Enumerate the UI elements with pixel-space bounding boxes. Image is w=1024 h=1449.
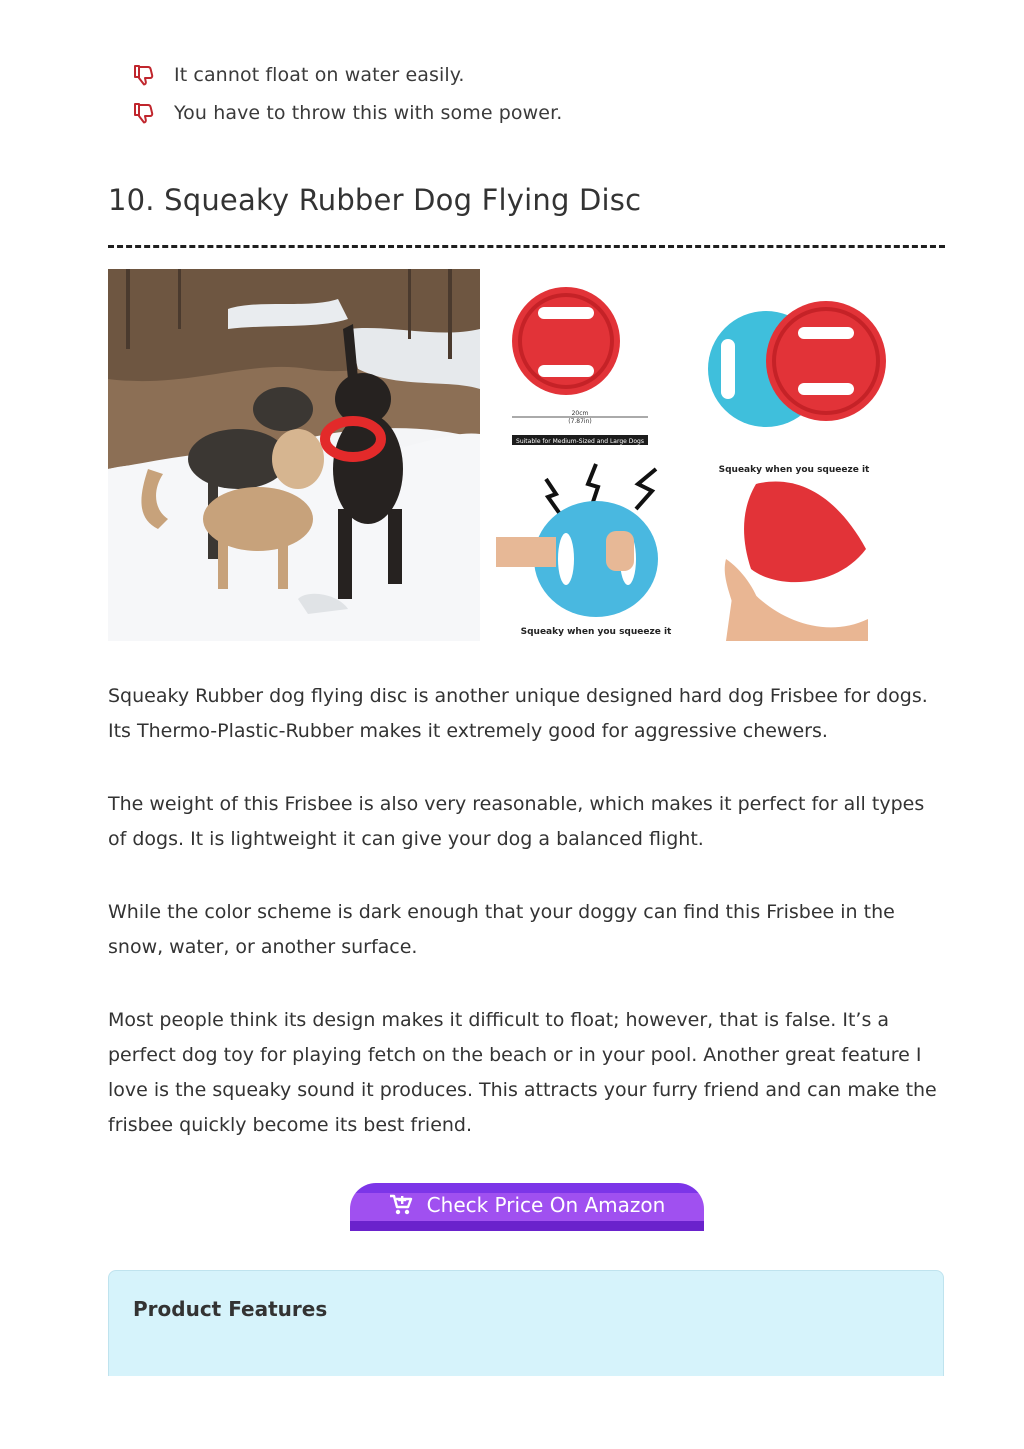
squeeze-label-bottom: Squeaky when you squeeze it xyxy=(520,627,672,637)
page-bottom-margin xyxy=(0,1376,1024,1449)
dogs-playing-photo xyxy=(108,269,480,641)
product-features-title: Product Features xyxy=(133,1297,328,1321)
cons-item xyxy=(132,94,562,132)
cons-text: It cannot float on water easily. xyxy=(174,64,465,86)
cons-item xyxy=(132,56,562,94)
description-paragraph: Squeaky Rubber dog flying disc is another unique designed hard dog Frisbee for dogs. Its Thermo-Plastic-Rubber makes it extremely good for aggressive chewers. xyxy=(108,685,928,742)
squeeze-label-top: Squeaky when you squeeze it xyxy=(718,465,870,475)
description-paragraph: Most people think its design makes it difficult to float; however, that is false. It’s a perfect dog toy for playing fetch on the beach or in your pool. Another great feature I love is the squeaky sound it produces. This attracts your furry friend and can make the frisbee quickly become its best friend. xyxy=(108,1009,937,1136)
description-paragraph: While the color scheme is dark enough that your doggy can find this Frisbee in the snow, water, or another surface. xyxy=(108,901,895,958)
thumbs-down-icon xyxy=(132,63,156,87)
suitable-label: Suitable for Medium-Sized and Large Dogs xyxy=(516,438,644,445)
dashed-divider xyxy=(108,245,945,248)
product-collage xyxy=(496,269,896,641)
size-label-in: (7.87in) xyxy=(568,418,592,425)
cons-list xyxy=(132,56,562,132)
red-disc-top xyxy=(512,287,620,395)
size-label-cm: 20cm xyxy=(571,410,589,417)
product-heading: 10. Squeaky Rubber Dog Flying Disc xyxy=(108,183,642,217)
cart-icon xyxy=(389,1194,413,1216)
description-paragraph: The weight of this Frisbee is also very reasonable, which makes it perfect for all types of dogs. It is lightweight it can give your dog a balanced flight. xyxy=(108,793,925,850)
check-price-label: Check Price On Amazon xyxy=(426,1193,666,1217)
check-price-button[interactable] xyxy=(350,1183,704,1231)
thumbs-down-icon xyxy=(132,101,156,125)
cons-text: You have to throw this with some power. xyxy=(174,102,563,124)
